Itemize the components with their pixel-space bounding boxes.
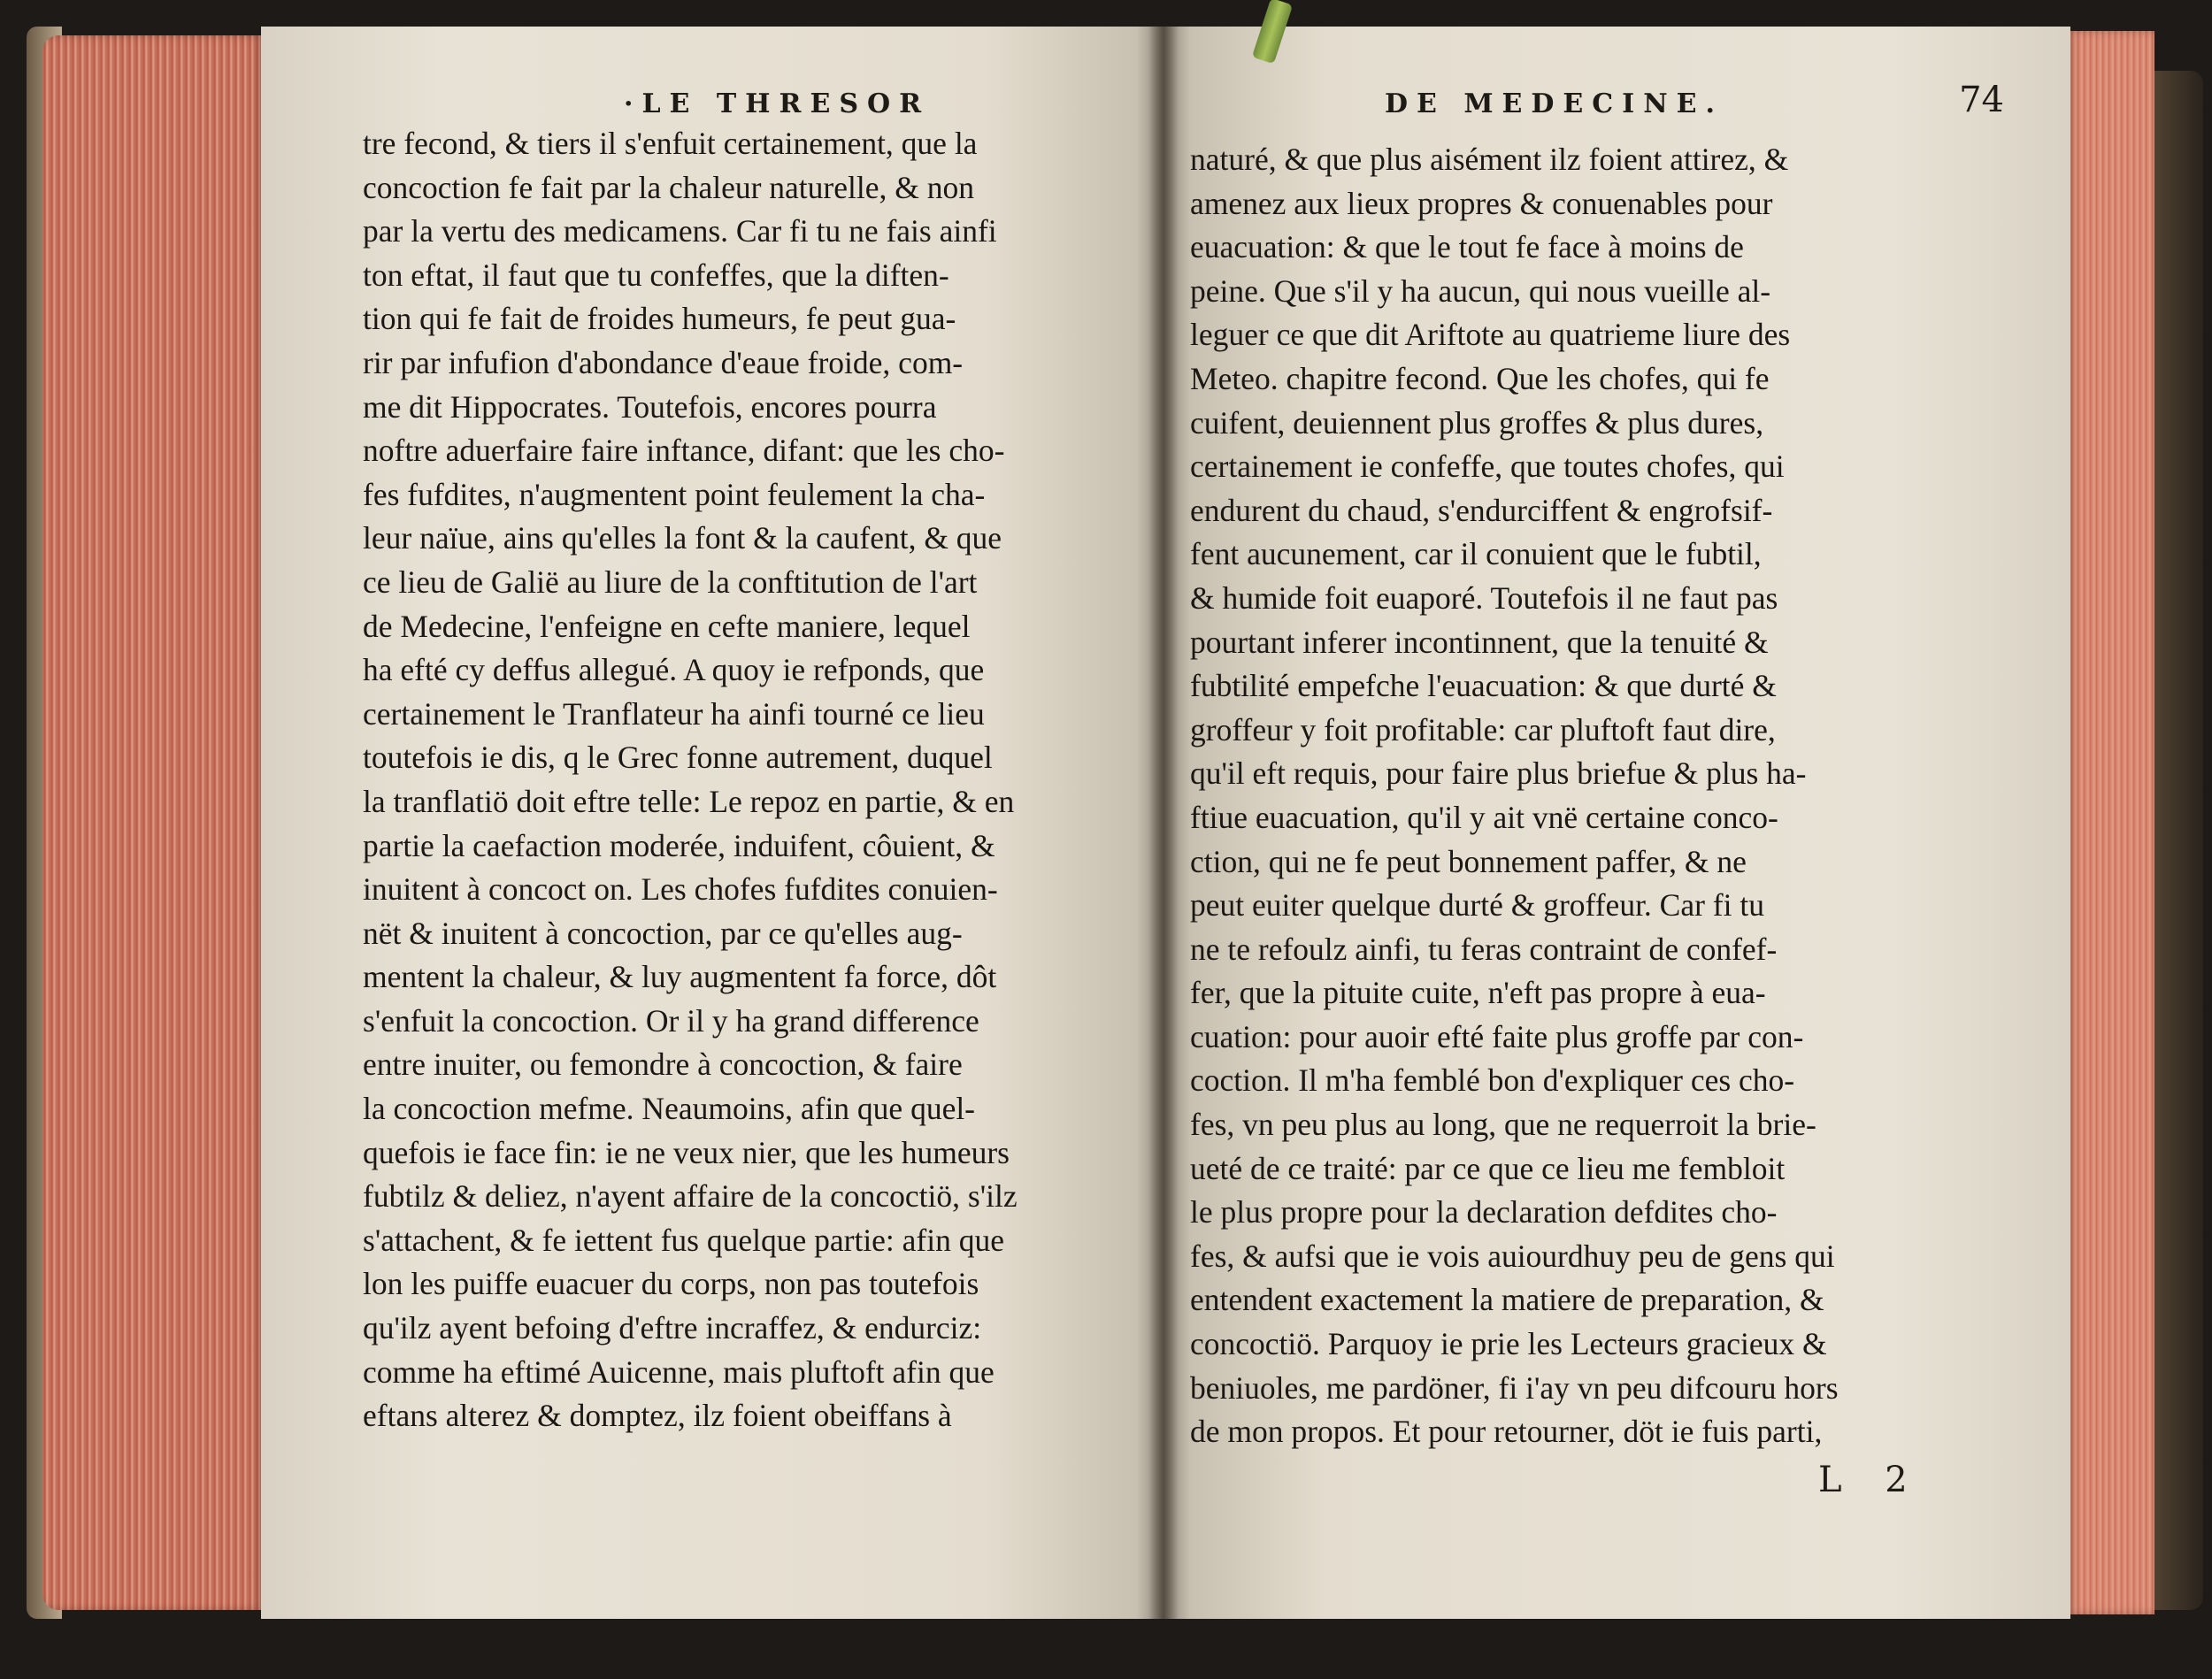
- text-line: quefois ie face fin: ie ne veux nier, que les humeurs: [363, 1134, 1010, 1170]
- text-line: de mon propos. Et pour retourner, döt ie fuis parti,: [1190, 1414, 1823, 1450]
- text-line: ha efté cy deffus allegué. A quoy ie refponds, que: [363, 652, 985, 688]
- right-page-text: [1190, 138, 1986, 1454]
- text-line: pourtant inferer incontinnent, que la tenuité &: [1190, 624, 1769, 660]
- text-line: concoctiö. Parquoy ie prie les Lecteurs gracieux &: [1190, 1326, 1827, 1362]
- text-line: tre fecond, & tiers il s'enfuit certainement, que la: [363, 126, 978, 161]
- text-line: peut euiter quelque durté & groffeur. Car fi tu: [1190, 887, 1764, 924]
- text-line: fer, que la pituite cuite, n'eft pas propre à eua-: [1190, 975, 1766, 1011]
- text-line: noftre aduerfaire faire inftance, difant: que les cho-: [363, 433, 1005, 469]
- text-line: fubtilité empefche l'euacuation: & que durté &: [1190, 668, 1777, 704]
- right-page: [1164, 27, 2070, 1619]
- text-line: rir par infufion d'abondance d'eaue froide, com-: [363, 344, 964, 380]
- text-line: eftans alterez & domptez, ilz foient obeiffans à: [363, 1398, 952, 1434]
- text-line: lon les puiffe euacuer du corps, non pas toutefois: [363, 1266, 979, 1302]
- text-line: cuifent, deuiennent plus groffes & plus dures,: [1190, 404, 1764, 441]
- text-line: tion qui fe fait de froides humeurs, fe peut gua-: [363, 301, 956, 337]
- text-line: certainement ie confeffe, que toutes chofes, qui: [1190, 448, 1785, 485]
- text-line: ueté de ce traité: par ce que ce lieu me fembloit: [1190, 1150, 1786, 1186]
- left-page-text: [363, 122, 1159, 1438]
- text-line: ction, qui ne fe peut bonnement paffer, & ne: [1190, 843, 1747, 879]
- text-line: mentent la chaleur, & luy augmentent fa force, dôt: [363, 959, 997, 995]
- text-line: leur naïue, ains qu'elles la font & la caufent, & que: [363, 520, 1002, 556]
- text-line: fubtilz & deliez, n'ayent affaire de la concoctiö, s'ilz: [363, 1178, 1018, 1215]
- text-line: par la vertu des medicamens. Car fi tu ne fais ainfi: [363, 213, 997, 249]
- text-line: peine. Que s'il y ha aucun, qui nous vueille al-: [1190, 272, 1771, 309]
- page-number: 74: [1959, 80, 2004, 120]
- text-line: entre inuiter, ou femondre à concoction, & faire: [363, 1046, 963, 1083]
- text-line: naturé, & que plus aisément ilz foient attirez, &: [1190, 142, 1789, 177]
- text-line: fes, vn peu plus au long, que ne requerroit la brie-: [1190, 1107, 1816, 1143]
- text-line: de Medecine, l'enfeigne en cefte maniere, lequel: [363, 608, 971, 644]
- text-line: fes fufdites, n'augmentent point feulement la cha-: [363, 476, 986, 512]
- text-line: qu'ilz ayent befoing d'eftre incraffez, & endurciz:: [363, 1310, 982, 1346]
- left-running-head: ·LE THRESOR: [624, 88, 931, 119]
- text-line: comme ha eftimé Auicenne, mais pluftoft afin que: [363, 1353, 995, 1390]
- right-page-block-edges: [2066, 31, 2154, 1614]
- text-line: s'enfuit la concoction. Or il y ha grand difference: [363, 1002, 979, 1039]
- text-line: inuitent à concoct on. Les chofes fufdites conuien-: [363, 871, 998, 908]
- text-line: nët & inuitent à concoction, par ce qu'elles aug-: [363, 915, 963, 951]
- text-line: entendent exactement la matiere de preparation, &: [1190, 1282, 1824, 1318]
- text-line: la tranflatiö doit eftre telle: Le repoz en partie, & en: [363, 783, 1015, 819]
- text-line: ce lieu de Galië au liure de la conftitution de l'art: [363, 564, 978, 600]
- text-line: & humide foit euaporé. Toutefois il ne faut pas: [1190, 579, 1778, 616]
- text-line: amenez aux lieux propres & conuenables pour: [1190, 185, 1773, 221]
- text-line: fent aucunement, car il conuient que le fubtil,: [1190, 536, 1762, 572]
- text-line: toutefois ie dis, q le Grec fonne autrement, duquel: [363, 740, 993, 776]
- text-line: me dit Hippocrates. Toutefois, encores pourra: [363, 388, 937, 425]
- right-running-head: DE MEDECINE.: [1385, 88, 1724, 119]
- text-line: qu'il eft requis, pour faire plus briefue & plus ha-: [1190, 755, 1807, 792]
- text-line: concoction fe fait par la chaleur naturelle, & non: [363, 169, 974, 205]
- text-line: leguer ce que dit Ariftote au quatrieme liure des: [1190, 317, 1791, 353]
- book-gutter: [1148, 27, 1179, 1619]
- text-line: le plus propre pour la declaration defdites cho-: [1190, 1194, 1778, 1230]
- text-line: groffeur y foit profitable: car pluftoft faut dire,: [1190, 711, 1776, 748]
- text-line: euacuation: & que le tout fe face à moins de: [1190, 229, 1744, 265]
- text-line: fes, & aufsi que ie vois auiourdhuy peu de gens qui: [1190, 1238, 1835, 1274]
- text-line: la concoction mefme. Neaumoins, afin que quel-: [363, 1091, 976, 1127]
- text-line: partie la caefaction moderée, induifent, côuient, &: [363, 827, 995, 863]
- text-line: endurent du chaud, s'endurciffent & engrofsif-: [1190, 492, 1773, 528]
- text-line: ftiue euacuation, qu'il y ait vnë certaine conco-: [1190, 799, 1778, 835]
- text-line: certainement le Tranflateur ha ainfi tourné ce lieu: [363, 695, 985, 732]
- text-line: ton eftat, il faut que tu confeffes, que la diften-: [363, 257, 949, 293]
- text-line: Meteo. chapitre fecond. Que les chofes, qui fe: [1190, 360, 1770, 396]
- left-page: [261, 27, 1164, 1619]
- text-line: coction. Il m'ha femblé bon d'expliquer ces cho-: [1190, 1062, 1795, 1099]
- text-line: ne te refoulz ainfi, tu feras contraint de confef-: [1190, 931, 1778, 967]
- text-line: s'attachent, & fe iettent fus quelque partie: afin que: [363, 1222, 1004, 1258]
- text-line: cuation: pour auoir efté faite plus groffe par con-: [1190, 1018, 1804, 1054]
- signature-mark: L 2: [1818, 1460, 1924, 1500]
- left-page-block-edges: [42, 35, 264, 1610]
- text-line: beniuoles, me pardöner, fi i'ay vn peu difcouru hors: [1190, 1369, 1839, 1406]
